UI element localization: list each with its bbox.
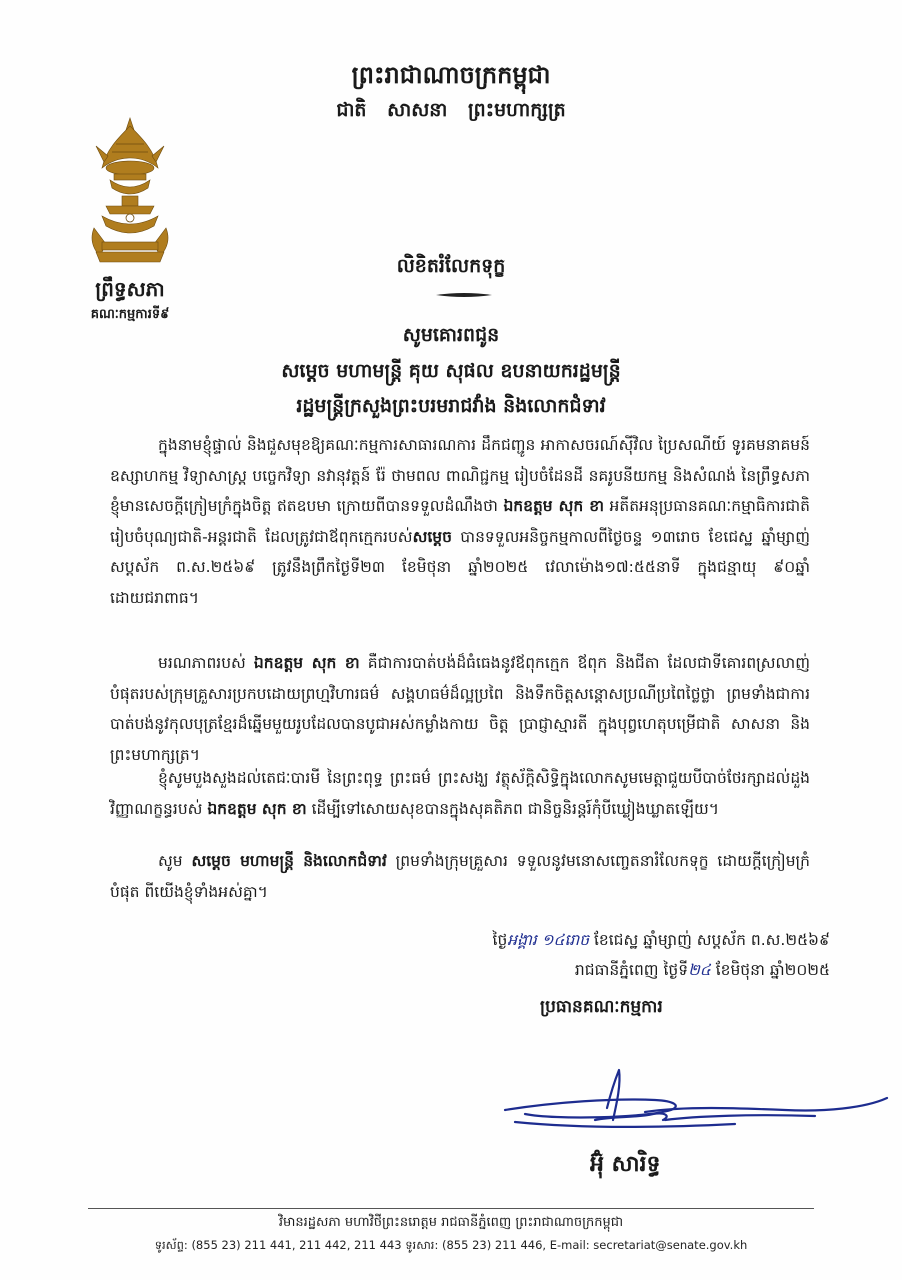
paragraph-4-text-b: ព្រមទាំងក្រុមគ្រួសារ ទទួលនូវមនោសញ្ចេតនារំលែកទុក្ខ ដោយក្ដីក្រៀមក្រំបំផុត ពីយើងខ្ញុំទាំងអស់គ្នា។ xyxy=(110,852,810,901)
paragraph-3-text-b: ដើម្បីទៅសោយសុខបានក្នុងសុគតិភព ជានិច្ចនិរន្តរ៍កុំបីឃ្លៀងឃ្លាតឡើយ។ xyxy=(306,799,719,818)
paragraph-2-text-a: មរណភាពរបស់ xyxy=(158,654,254,672)
footer-divider xyxy=(88,1208,814,1209)
paragraph-2-text-b: គឺជាការបាត់បង់ដ៏ធំធេងនូវឪពុកក្មេក ឪពុក និងជីតា ដែលជាទីគោរពស្រលាញ់បំផុតរបស់ក្រុមគ្រួសារប្រកបដោយព្រហ្មវិហារធម៌ សង្គហធម៌ដ៏ល្អប្រពៃ និងទឹកចិត្តសន្តោសប្រណីប្រពៃថ្លៃថ្លា ព្រមទាំងជាការបាត់បង់នូវកុលបុត្រខ្មែរដ៏ឆ្នើមមួយរូបដែលបានបូជាអស់កម្លាំងកាយ ចិត្ត ប្រាជ្ញាស្មារតី ក្នុងបុព្វហេតុបម្រើជាតិ សាសនា និងព្រះមហាក្សត្រ។ xyxy=(110,654,810,764)
kingdom-name: ព្រះរាជាណាចក្រកម្ពុជា xyxy=(351,60,551,89)
paragraph-1-text-b: អតីតអនុប្រធានគណៈកម្មាធិការជាតិរៀបចំបុណ្យជាតិ-អន្តរជាតិ ដែលត្រូវជាឪពុកក្មេករបស់ xyxy=(110,497,810,546)
condolence-recipients: សម្ដេច មហាមន្ត្រី និងលោកជំទាវ xyxy=(191,851,387,870)
paragraph-1 xyxy=(110,430,810,613)
senate-emblem-icon xyxy=(88,116,172,266)
signer-name: អ៊ុំ សារិទ្ធ xyxy=(590,1151,661,1177)
national-motto: ជាតិ សាសនា ព្រះមហាក្សត្រ xyxy=(336,99,566,121)
lunar-date-handwritten: អង្គារ ១៤រោច xyxy=(507,931,590,949)
paragraph-3-text-a: ខ្ញុំសូមបួងសួងដល់តេជៈបារមី នៃព្រះពុទ្ធ ព្រះធម៌ ព្រះសង្ឃ វត្ថុស័ក្តិសិទ្ធិក្នុងលោកសូមមេត្តាជួយបីបាច់ថែរក្សាដល់ដួងវិញ្ញាណក្ខន្ធរបស់ xyxy=(110,769,810,818)
solar-date-handwritten: ២៤ xyxy=(688,961,711,979)
recipient-name: សម្ដេច មហាមន្ត្រី គុយ សុផល ឧបនាយករដ្ឋមន្ត្រី xyxy=(281,360,621,382)
paragraph-1-text-a: ក្នុងនាមខ្ញុំផ្ទាល់ និងជួសមុខឱ្យគណៈកម្មការសាធារណការ ដឹកជញ្ជូន អាកាសចរណ៍ស៊ីវិល ប្រៃសណីយ៍ ទូរគមនាគមន៍ ឧស្សាហកម្ម វិទ្យាសាស្ត្រ បច្ចេកវិទ្យា នវានុវត្តន៍ រ៉ែ ថាមពល ពាណិជ្ជកម្ម រៀបចំដែនដី នគរូបនីយកម្ម និងសំណង់ នៃព្រឹទ្ធសភា ខ្ញុំមានសេចក្ដីក្រៀមក្រំក្នុងចិត្ត ឥតឧបមា ក្រោយពីបានទទួលដំណឹងថា xyxy=(110,436,810,515)
solar-date xyxy=(300,960,830,983)
paragraph-2 xyxy=(110,648,810,770)
recipient-title: រដ្ឋមន្ត្រីក្រសួងព្រះបរមរាជវាំង និងលោកជំទាវ xyxy=(296,395,606,417)
solar-date-rest: ខែមិថុនា ឆ្នាំ២០២៥ xyxy=(710,961,830,979)
samdech-title: សម្ដេច xyxy=(412,526,452,546)
solar-date-prefix: រាជធានីភ្នំពេញ ថ្ងៃទី xyxy=(574,961,689,979)
handwritten-signature xyxy=(495,1062,895,1150)
paragraph-1-text-c: បានទទួលអនិច្ចកម្មកាលពីថ្ងៃចន្ទ ១៣រោច ខែជេស្ឋ ឆ្នាំម្សាញ់ សប្តស័ក ព.ស.២៥៦៩ ត្រូវនឹងព្រឹកថ្ងៃទី២៣ ខែមិថុនា ឆ្នាំ២០២៥ វេលាម៉ោង១៧:៥៥នាទី ក្នុងជន្មាយុ ៩០ឆ្នាំ ដោយជរាពាធ។ xyxy=(110,527,810,607)
paragraph-4-text-a: សូម xyxy=(158,852,192,870)
deceased-name: ឯកឧត្តម សុក ខា xyxy=(207,798,307,818)
salutation: សូមគោរពជូន xyxy=(402,324,500,346)
lunar-date-rest: ខែជេស្ឋ ឆ្នាំម្សាញ់ សប្តស័ក ព.ស.២៥៦៩ xyxy=(589,931,830,949)
institution-name: ព្រឹទ្ធសភា xyxy=(95,277,165,301)
footer-contact: ទូរស័ព្ទ: (855 23) 211 441, 211 442, 211 443 ទូរសារ: (855 23) 211 446, E-mail: secretariat@senate.gov.kh xyxy=(154,1238,748,1252)
footer-address: វិមានរដ្ឋសភា មហាវិថីព្រះនរោត្តម រាជធានីភ្នំពេញ ព្រះរាជាណាចក្រកម្ពុជា xyxy=(278,1215,624,1230)
signer-position: ប្រធានគណៈកម្មការ xyxy=(540,997,663,1017)
deceased-name: ឯកឧត្តម សុក ខា xyxy=(253,653,360,672)
deceased-name: ឯកឧត្តម សុក ខា xyxy=(503,496,605,515)
paragraph-4 xyxy=(110,846,810,907)
title-ornament-icon xyxy=(434,290,494,300)
commission-name: គណៈកម្មការទី៩ xyxy=(90,307,170,322)
document-title: លិខិតរំលែកទុក្ខ xyxy=(396,255,506,277)
lunar-date xyxy=(300,930,830,953)
paragraph-3 xyxy=(110,763,810,824)
lunar-date-prefix: ថ្ងៃ xyxy=(492,931,508,949)
